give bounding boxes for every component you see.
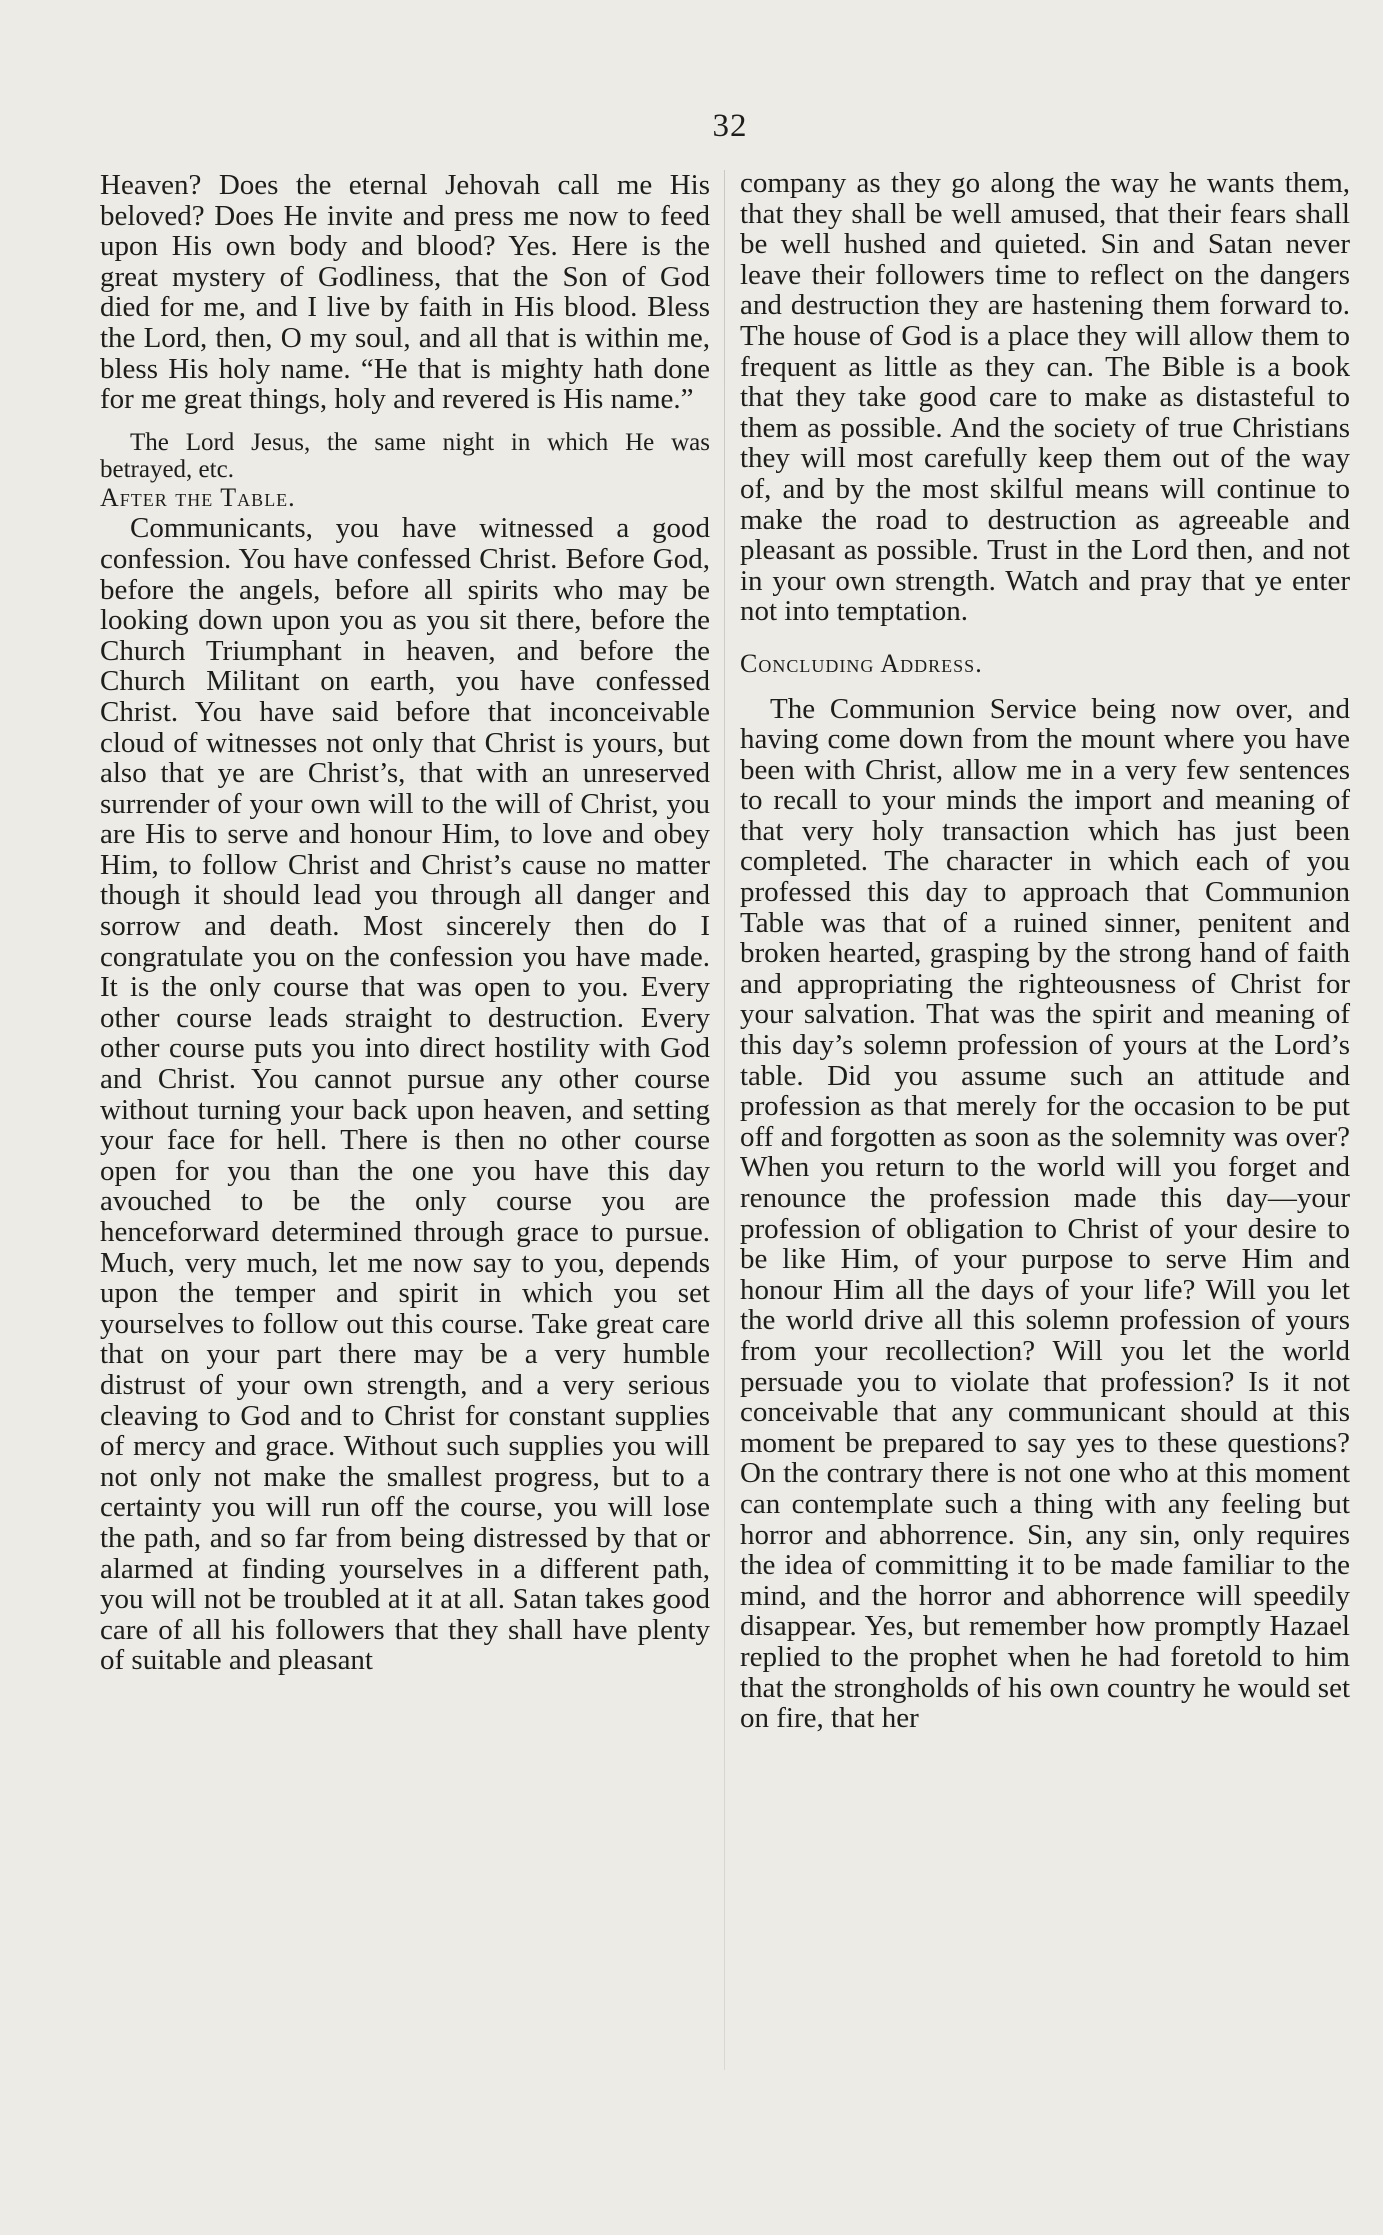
left-column (100, 170, 710, 1676)
right-paragraph-continued: company as they go along the way he wants them, that they shall be well amused, that their fears shall be well hushed and quieted. Sin and Satan never leave their followers time to reflect on the dangers and destruction they are hastening them forward to. The house of God is a place they will allow them to frequent as little as they can. The Bible is a book that they take good care to make as distasteful to them as possible. And the society of true Christians they will most carefully keep them out of the way of, and by the most skilful means will continue to make the road to destruction as agreeable and pleasant as possible. Trust in the Lord then, and not in your own strength. Watch and pray that ye enter not into temptation. (740, 167, 1350, 628)
left-paragraph-after-table: Communicants, you have witnessed a good confession. You have confessed Christ. Before God, before the angels, before all spirits who may be looking down upon you as you sit there, before the Church Triumphant in heaven, and before the Church Militant on earth, you have confessed Christ. You have said before that inconceivable cloud of witnesses not only that Christ is yours, but also that ye are Christ’s, that with an unreserved surrender of your own will to the will of Christ, you are His to serve and honour Him, to love and obey Him, to follow Christ and Christ’s cause no matter though it should lead you through all danger and sorrow and death. Most sincerely then do I congratulate you on the confession you have made. It is the only course that was open to you. Every other course leads straight to destruction. Every other course puts you into direct hostility with God and Christ. You cannot pursue any other course without turning your back upon heaven, and setting your face for hell. There is then no other course open for you than the one you have this day avouched to be the only course you are henceforward determined through grace to pursue. Much, very much, let me now say to you, depends upon the temper and spirit in which you set yourselves to follow out this course. Take great care that on your part there may be a very humble distrust of your own strength, and a very serious cleaving to God and to Christ for constant supplies of mercy and grace. Without such supplies you will not only not make the smallest progress, but to a certainty you will run off the course, you will lose the path, and so far from being distressed by that or alarmed at finding yourselves in a different path, you will not be troubled at it at all. Satan takes good care of all his followers that they shall have plenty of suitable and pleasant (100, 512, 710, 1677)
section-heading-after-the-table: After the Table. (100, 482, 296, 512)
right-paragraph-concluding: The Communion Service being now over, and having come down from the mount where you have been with Christ, allow me in a very few sentences to recall to your minds the import and meaning of that very holy transaction which has just been completed. The character in which each of you professed this day to approach that Communion Table was that of a ruined sinner, penitent and broken hearted, grasping by the strong hand of faith and appropriating the righteousness of Christ for your salvation. That was the spirit and meaning of this day’s solemn profession of yours at the Lord’s table. Did you assume such an attitude and profession as that merely for the occasion to be put off and forgotten as soon as the solemnity was over? When you return to the world will you forget and renounce the profession made this day—your profession of obligation to Christ of your desire to be like Him, of your purpose to serve Him and honour Him all the days of your life? Will you let the world drive all this solemn profession of yours from your recollection? Will you let the world persuade you to violate that profession? Is it not conceivable that any communicant should at this moment be prepared to say yes to these questions? On the contrary there is not one who at this moment can contemplate such a thing with any feeling but horror and abhorrence. Sin, any sin, only requires the idea of committing it to be made familiar to the mind, and the horror and abhorrence will speedily disappear. Yes, but remember how promptly Hazael replied to the prophet when he had foretold to him that the strongholds of his own country he would set on fire, that her (740, 692, 1350, 1735)
column-divider (724, 170, 725, 2070)
scripture-note: The Lord Jesus, the same night in which He was betrayed, etc. (100, 428, 710, 483)
section-heading-concluding-address: Concluding Address. (740, 648, 983, 678)
page-number: 32 (712, 108, 748, 144)
left-paragraph-continued: Heaven? Does the eternal Jehovah call me His beloved? Does He invite and press me now to feed upon His own body and blood? Yes. Here is the great mystery of Godliness, that the Son of God died for me, and I live by faith in His blood. Bless the Lord, then, O my soul, and all that is within me, bless His holy name. “He that is mighty hath done for me great things, holy and revered is His name.” (100, 169, 710, 416)
right-column (740, 168, 1350, 1734)
